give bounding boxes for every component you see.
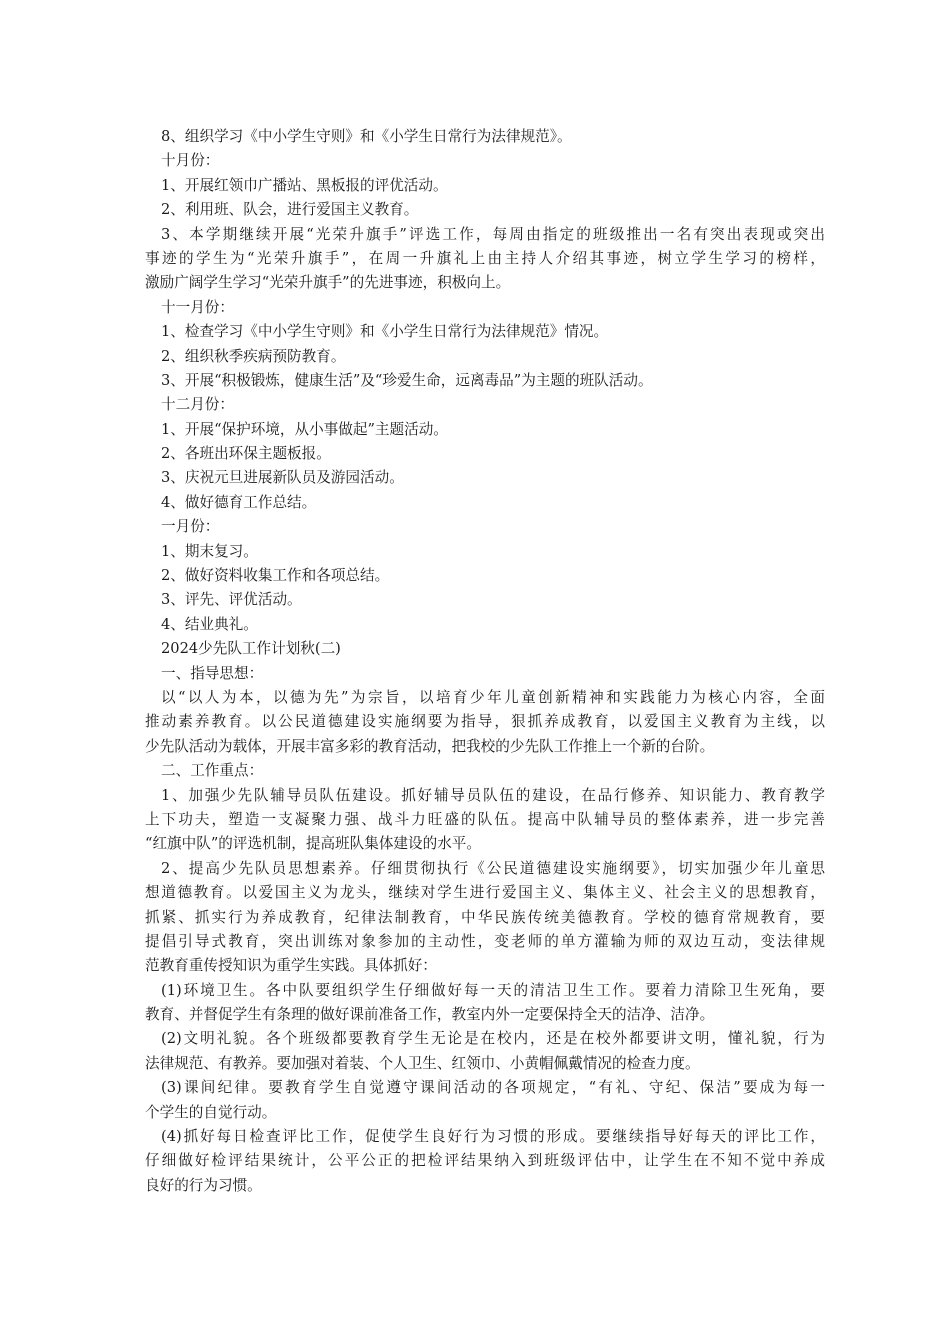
text-line: 3、庆祝元旦进展新队员及游园活动。 [161, 469, 404, 487]
text-line: 2、组织秋季疾病预防教育。 [161, 347, 346, 365]
text-line: 一、指导思想： [161, 664, 264, 682]
text-line: (1)环境卫生。各中队要组织学生仔细做好每一天的清洁卫生工作。要着力清除卫生死角，要 [161, 981, 825, 999]
text-line: 十一月份： [161, 298, 234, 316]
text-line: 十月份： [161, 152, 220, 170]
text-line: 2024少先队工作计划秋(二) [161, 640, 341, 658]
text-line: 激励广阔学生学习“光荣升旗手”的先进事迹，积极向上。 [145, 274, 511, 292]
text-line: (3)课间纪律。要教育学生自觉遵守课间活动的各项规定，“有礼、守纪、保洁”要成为每一 [161, 1079, 825, 1097]
text-line: 个学生的自觉行动。 [145, 1103, 277, 1121]
text-line: 1、检查学习《中小学生守则》和《小学生日常行为法律规范》情况。 [161, 323, 609, 341]
text-line: 法律规范、有教养。要加强对着装、个人卫生、红领巾、小黄帽佩戴情况的检查力度。 [145, 1054, 700, 1072]
text-line: 4、结业典礼。 [161, 615, 258, 633]
text-line: 良好的行为习惯。 [145, 1176, 262, 1194]
text-line: 4、做好德育工作总结。 [161, 493, 317, 511]
text-line: 3、本学期继续开展“光荣升旗手”评选工作，每周由指定的班级推出一名有突出表现或突出 [161, 225, 825, 243]
text-line: 二、工作重点： [161, 762, 264, 780]
text-line: 1、期末复习。 [161, 542, 258, 560]
text-line: 范教育重传授知识为重学生实践。具体抓好： [145, 957, 437, 975]
text-line: 3、评先、评优活动。 [161, 591, 302, 609]
text-line: 教育、并督促学生有条理的做好课前准备工作，教室内外一定要保持全天的洁净、洁净。 [145, 1006, 715, 1024]
text-line: 2、做好资料收集工作和各项总结。 [161, 567, 390, 585]
text-line: 2、各班出环保主题板报。 [161, 445, 331, 463]
text-line: 1、开展红领巾广播站、黑板报的评优活动。 [161, 176, 448, 194]
text-line: 十二月份： [161, 396, 234, 414]
text-line: 8、组织学习《中小学生守则》和《小学生日常行为法律规范》。 [161, 128, 572, 145]
text-line: 1、加强少先队辅导员队伍建设。抓好辅导员队伍的建设，在品行修养、知识能力、教育教学 [161, 786, 825, 804]
text-line: 仔细做好检评结果统计，公平公正的把检评结果纳入到班级评估中，让学生在不知不觉中养成 [145, 1152, 825, 1170]
text-line: “红旗中队”的评选机制，提高班队集体建设的水平。 [145, 835, 481, 853]
text-line: (2)文明礼貌。各个班级都要教育学生无论是在校内，还是在校外都要讲文明，懂礼貌，行为 [161, 1030, 825, 1048]
text-line: 上下功夫，塑造一支凝聚力强、战斗力旺盛的队伍。提高中队辅导员的整体素养，进一步完善 [145, 810, 825, 828]
text-line: 以“以人为本，以德为先”为宗旨，以培育少年儿童创新精神和实践能力为核心内容，全面 [161, 688, 825, 706]
document-body [145, 125, 825, 1198]
text-line: 事迹的学生为“光荣升旗手”，在周一升旗礼上由主持人介绍其事迹，树立学生学习的榜样， [145, 249, 825, 267]
text-line: 想道德教育。以爱国主义为龙头，继续对学生进行爱国主义、集体主义、社会主义的思想教育， [145, 884, 825, 902]
text-line: 推动素养教育。以公民道德建设实施纲要为指导，狠抓养成教育，以爱国主义教育为主线，以 [145, 713, 825, 731]
text-line: 2、利用班、队会，进行爱国主义教育。 [161, 201, 419, 219]
text-line: 抓紧、抓实行为养成教育，纪律法制教育，中华民族传统美德教育。学校的德育常规教育，要 [145, 908, 825, 926]
text-line: 3、开展“积极锻炼，健康生活”及“珍爱生命，远离毒品”为主题的班队活动。 [161, 371, 653, 389]
text-line: 1、开展“保护环境，从小事做起”主题活动。 [161, 420, 448, 438]
text-line: 提倡引导式教育，突出训练对象参加的主动性，变老师的单方灌输为师的双边互动，变法律规 [145, 932, 825, 950]
text-line: (4)抓好每日检查评比工作，促使学生良好行为习惯的形成。要继续指导好每天的评比工作， [161, 1128, 825, 1146]
text-line: 少先队活动为载体，开展丰富多彩的教育活动，把我校的少先队工作推上一个新的台阶。 [145, 737, 715, 755]
text-line: 2、提高少先队员思想素养。仔细贯彻执行《公民道德建设实施纲要》，切实加强少年儿童思 [161, 859, 825, 877]
text-line: 一月份： [161, 518, 220, 536]
